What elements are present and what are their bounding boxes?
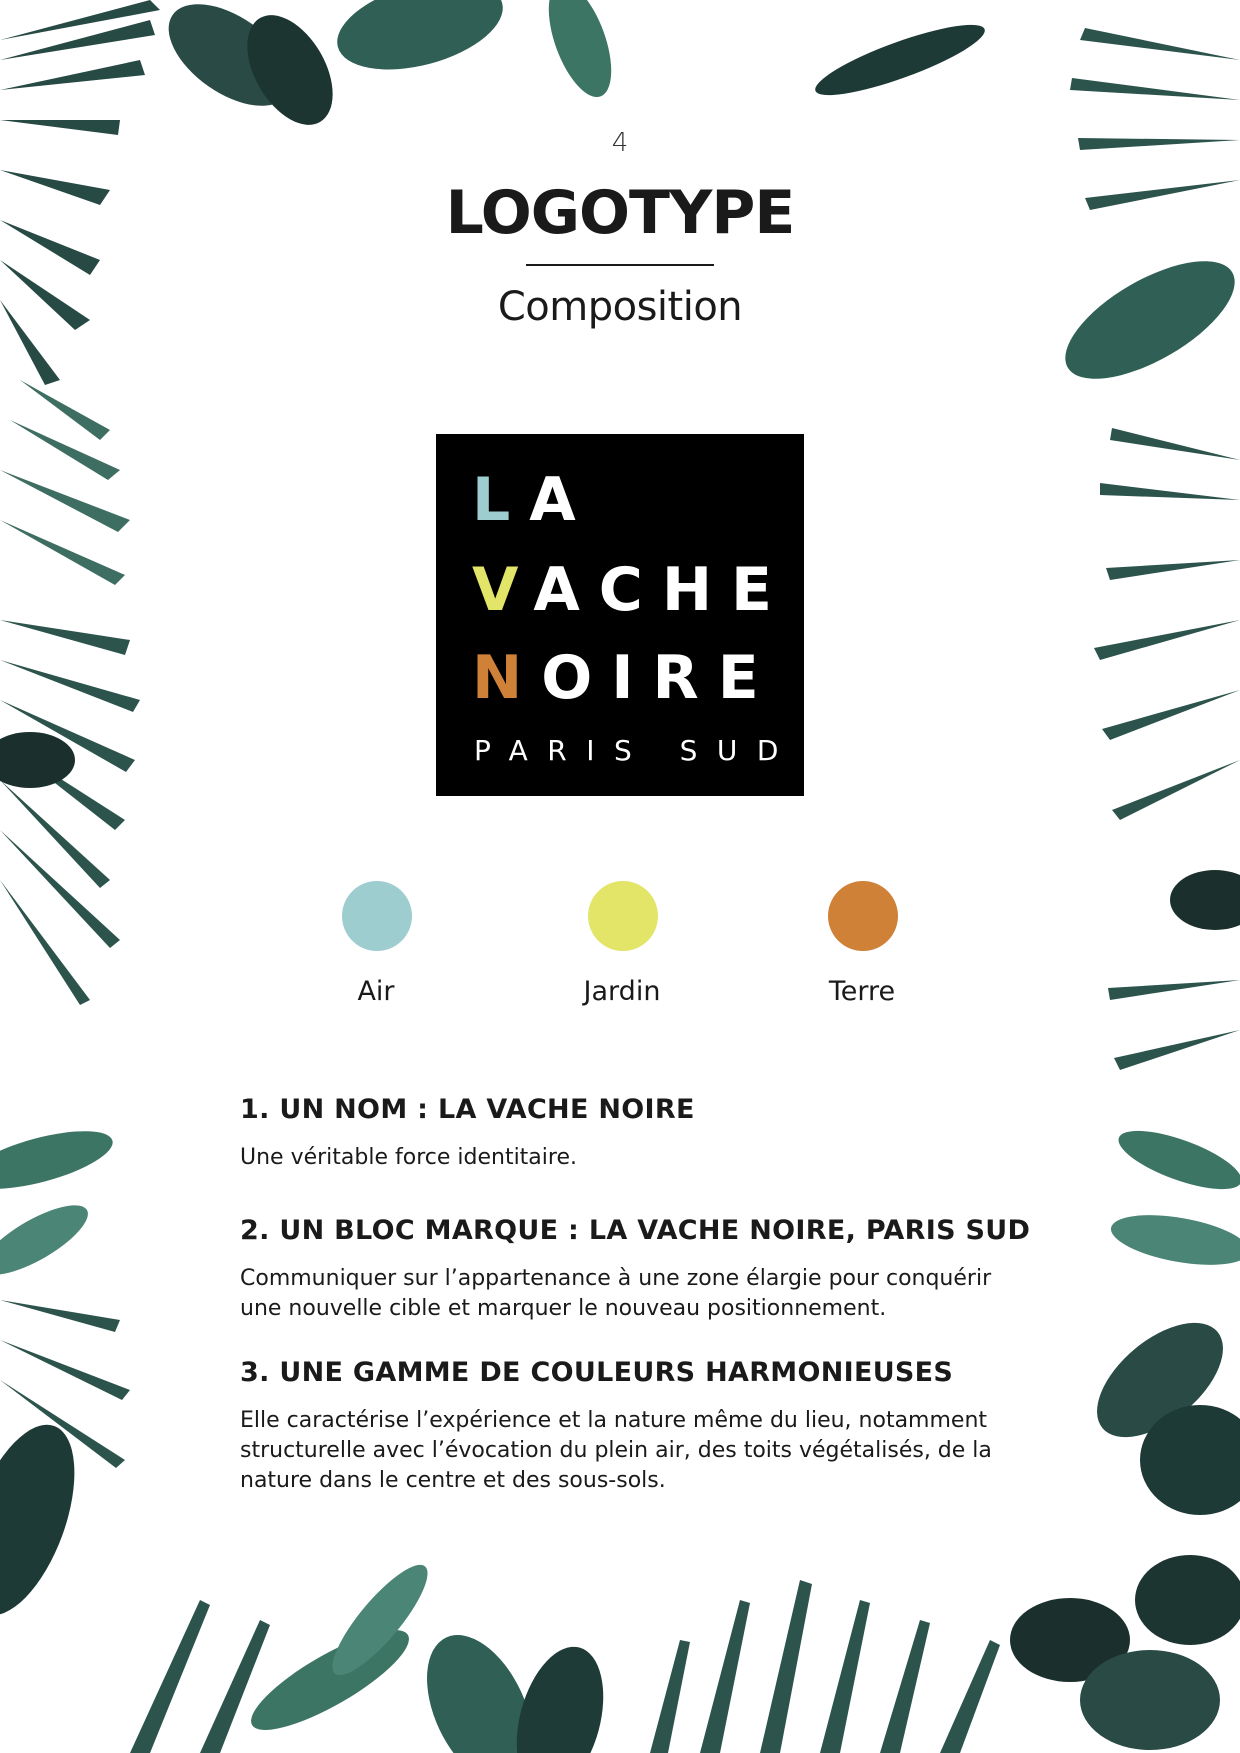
section-body: Communiquer sur l’appartenance à une zone élargie pour conquérir une nouvelle cible et marquer le nouveau positionnement. [240,1266,992,1321]
logo-accent-letter: N [472,643,542,713]
logo-accent-letter: V [472,555,534,625]
section-name [240,1094,1010,1173]
section-body: Elle caractérise l’expérience et la nature même du lieu, notamment structurelle avec l’évocation du plein air, des toits végétalisés, de la nature dans le centre et des sous-sols. [240,1408,992,1493]
swatch-terre [828,881,898,951]
foliage-left [0,620,140,1629]
section-brand-block [240,1215,1031,1324]
swatch-jardin [588,881,658,951]
title-divider [526,264,714,266]
logo-word-rest: ACHE [533,555,792,625]
page-subtitle: Composition [497,284,743,330]
swatch-label-air: Air [357,976,395,1007]
logo-tagline: PARIS SUD [474,734,798,767]
section-heading: 1. UN NOM : LA VACHE NOIRE [240,1094,695,1125]
swatch-label-jardin: Jardin [583,976,661,1007]
logo-line-vache [472,555,792,625]
logo-word-rest: A [529,465,595,535]
page-number: 4 [611,128,629,158]
swatch-air [342,881,412,951]
brand-logo [436,434,804,796]
foliage-bottom [130,1554,1240,1753]
logo-line-la [472,465,595,535]
swatch-label-terre: Terre [828,976,896,1007]
logo-accent-letter: L [472,465,530,535]
section-heading: 3. UNE GAMME DE COULEURS HARMONIEUSES [240,1357,954,1388]
logo-line-noire [472,643,778,713]
logo-word-rest: OIRE [541,643,778,713]
page-title: LOGOTYPE [445,178,795,248]
section-color-range [240,1357,1010,1496]
section-body: Une véritable force identitaire. [240,1145,577,1170]
section-heading: 2. UN BLOC MARQUE : LA VACHE NOIRE, PARIS SUD [240,1215,1031,1246]
